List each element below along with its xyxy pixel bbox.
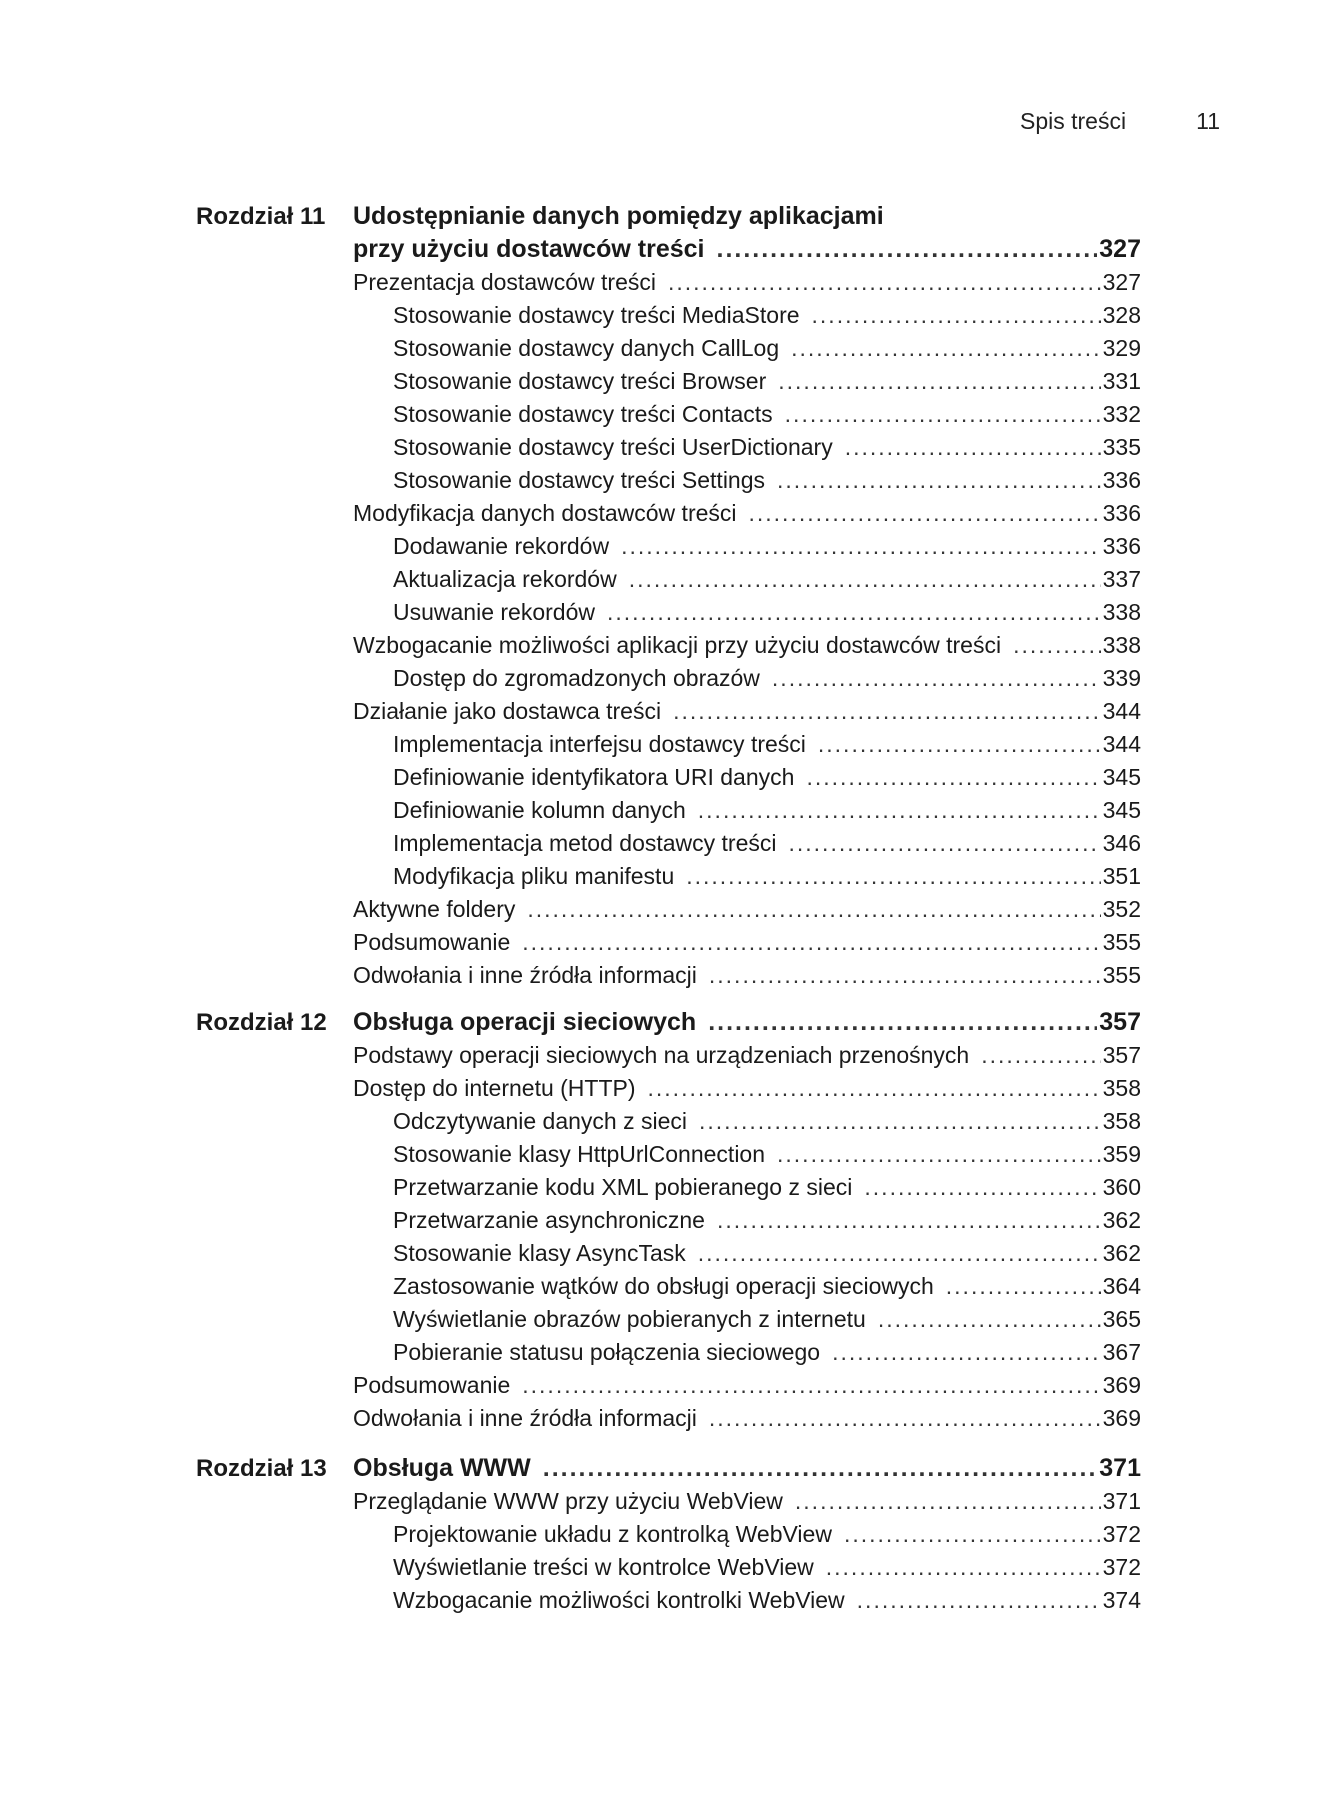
dot-leader xyxy=(789,827,1101,860)
dot-leader xyxy=(777,1138,1101,1171)
toc-entry-page-number: 372 xyxy=(1102,1554,1141,1580)
toc-entry[interactable] xyxy=(353,497,1141,530)
toc-entry-title: Aktywne foldery xyxy=(353,896,516,922)
running-header xyxy=(1020,108,1220,138)
dot-leader xyxy=(1013,629,1101,662)
toc-entry-title: Projektowanie układu z kontrolką WebView xyxy=(393,1521,832,1547)
dot-leader xyxy=(717,1204,1101,1237)
toc-entry-title: Przetwarzanie kodu XML pobieranego z sieci xyxy=(393,1174,853,1200)
chapter-title-line[interactable] xyxy=(353,233,1141,266)
dot-leader xyxy=(607,596,1101,629)
toc-entry[interactable] xyxy=(353,1039,1141,1072)
dot-leader xyxy=(648,1072,1101,1105)
chapter-title-text: Obsługa WWW xyxy=(353,1454,531,1482)
toc-entry[interactable] xyxy=(353,728,1141,761)
dot-leader xyxy=(717,233,1098,266)
toc-entry[interactable] xyxy=(353,629,1141,662)
toc-entry[interactable] xyxy=(353,1584,1141,1617)
toc-entry-page-number: 338 xyxy=(1102,632,1141,658)
toc-entry-title: Wzbogacanie możliwości aplikacji przy użyciu dostawców treści xyxy=(353,632,1002,658)
toc-entry-title: Aktualizacja rekordów xyxy=(393,566,617,592)
toc-entry-title: Implementacja interfejsu dostawcy treści xyxy=(393,731,806,757)
toc-entry[interactable] xyxy=(353,761,1141,794)
toc-entry[interactable] xyxy=(353,794,1141,827)
header-title: Spis treści xyxy=(1020,108,1127,134)
toc-entry-page-number: 360 xyxy=(1102,1174,1141,1200)
dot-leader xyxy=(857,1584,1101,1617)
toc-entry-title: Odczytywanie danych z sieci xyxy=(393,1108,688,1134)
toc-entry-title: Zastosowanie wątków do obsługi operacji sieciowych xyxy=(393,1273,934,1299)
toc-entry-page-number: 362 xyxy=(1102,1240,1141,1266)
toc-entry-title: Implementacja metod dostawcy treści xyxy=(393,830,777,856)
toc-entry[interactable] xyxy=(353,530,1141,563)
toc-entry-page-number: 358 xyxy=(1102,1108,1141,1134)
toc-entry-title: Podstawy operacji sieciowych na urządzeniach przenośnych xyxy=(353,1042,970,1068)
toc-entry-page-number: 367 xyxy=(1102,1339,1141,1365)
toc-entry-title: Stosowanie dostawcy danych CallLog xyxy=(393,335,780,361)
toc-entry[interactable] xyxy=(353,563,1141,596)
chapter-title-line: Udostępnianie danych pomiędzy aplikacjami xyxy=(353,202,884,230)
toc-entry-title: Przeglądanie WWW przy użyciu WebView xyxy=(353,1488,783,1514)
toc-entry-page-number: 336 xyxy=(1102,467,1141,493)
dot-leader xyxy=(522,1369,1100,1402)
dot-leader xyxy=(864,1171,1100,1204)
toc-entry[interactable] xyxy=(353,893,1141,926)
dot-leader xyxy=(772,662,1101,695)
toc-entry-title: Stosowanie dostawcy treści Browser xyxy=(393,368,767,394)
toc-entry[interactable] xyxy=(353,398,1141,431)
dot-leader xyxy=(686,860,1100,893)
toc-entry-page-number: 369 xyxy=(1102,1405,1141,1431)
toc-entry[interactable] xyxy=(353,860,1141,893)
toc-entry[interactable] xyxy=(353,959,1141,992)
dot-leader xyxy=(777,464,1101,497)
dot-leader xyxy=(749,497,1101,530)
toc-entry[interactable] xyxy=(353,299,1141,332)
dot-leader xyxy=(795,1485,1101,1518)
toc-entry[interactable] xyxy=(353,926,1141,959)
dot-leader xyxy=(818,728,1101,761)
toc-entry[interactable] xyxy=(353,1518,1141,1551)
toc-entry[interactable] xyxy=(353,662,1141,695)
toc-entry[interactable] xyxy=(353,1204,1141,1237)
toc-entry-title: Odwołania i inne źródła informacji xyxy=(353,962,697,988)
toc-entry[interactable] xyxy=(353,365,1141,398)
toc-entry-page-number: 364 xyxy=(1102,1273,1141,1299)
toc-entry-title: Wyświetlanie obrazów pobieranych z internetu xyxy=(393,1306,866,1332)
dot-leader xyxy=(673,695,1101,728)
chapter-title xyxy=(353,1452,1141,1617)
toc-entry[interactable] xyxy=(353,596,1141,629)
toc-entry-title: Stosowanie klasy HttpUrlConnection xyxy=(393,1141,766,1167)
toc-entry-title: Definiowanie kolumn danych xyxy=(393,797,686,823)
toc-entry-title: Podsumowanie xyxy=(353,929,511,955)
toc-entry[interactable] xyxy=(353,431,1141,464)
toc-entry-title: Stosowanie dostawcy treści UserDictionary xyxy=(393,434,833,460)
toc-entry-page-number: 344 xyxy=(1102,731,1141,757)
dot-leader xyxy=(522,926,1100,959)
dot-leader xyxy=(791,332,1101,365)
chapter-label: Rozdział 11 xyxy=(196,203,326,230)
dot-leader xyxy=(629,563,1101,596)
toc-entry-page-number: 358 xyxy=(1102,1075,1141,1101)
chapter-title-line[interactable] xyxy=(353,1452,1141,1485)
toc-entry-title: Wyświetlanie treści w kontrolce WebView xyxy=(393,1554,814,1580)
toc-entry[interactable] xyxy=(353,1336,1141,1369)
dot-leader xyxy=(981,1039,1100,1072)
toc-entry-page-number: 362 xyxy=(1102,1207,1141,1233)
toc-entry-title: Dostęp do zgromadzonych obrazów xyxy=(393,665,760,691)
toc-entry-page-number: 352 xyxy=(1102,896,1141,922)
toc-entry[interactable] xyxy=(353,1270,1141,1303)
chapter-title-text: przy użyciu dostawców treści xyxy=(353,235,705,263)
toc-entry[interactable] xyxy=(353,332,1141,365)
toc-entry[interactable] xyxy=(353,1105,1141,1138)
dot-leader xyxy=(708,1006,1097,1039)
toc-entry-page-number: 355 xyxy=(1102,929,1141,955)
toc-entry[interactable] xyxy=(353,1369,1141,1402)
dot-leader xyxy=(845,431,1101,464)
toc-entry-title: Dodawanie rekordów xyxy=(393,533,610,559)
toc-entry-title: Stosowanie dostawcy treści Contacts xyxy=(393,401,773,427)
chapter-title-line[interactable] xyxy=(353,1006,1141,1039)
dot-leader xyxy=(878,1303,1101,1336)
dot-leader xyxy=(527,893,1100,926)
toc-entry-title: Pobieranie statusu połączenia sieciowego xyxy=(393,1339,821,1365)
dot-leader xyxy=(844,1518,1101,1551)
chapter-label: Rozdział 12 xyxy=(196,1009,327,1036)
toc-entry-page-number: 374 xyxy=(1102,1587,1141,1613)
dot-leader xyxy=(621,530,1101,563)
toc-entry-page-number: 332 xyxy=(1102,401,1141,427)
toc-entry-page-number: 329 xyxy=(1102,335,1141,361)
toc-entry-title: Stosowanie dostawcy treści Settings xyxy=(393,467,766,493)
toc-entry-page-number: 357 xyxy=(1102,1042,1141,1068)
toc-entry[interactable] xyxy=(353,464,1141,497)
toc-entry[interactable] xyxy=(353,1485,1141,1518)
toc-entry-page-number: 328 xyxy=(1102,302,1141,328)
chapter-page-number: 371 xyxy=(1099,1454,1141,1482)
toc-entry-title: Wzbogacanie możliwości kontrolki WebView xyxy=(393,1587,845,1613)
chapter-page-number: 357 xyxy=(1099,1008,1141,1036)
dot-leader xyxy=(826,1551,1101,1584)
dot-leader xyxy=(698,1237,1101,1270)
toc-entry-title: Modyfikacja pliku manifestu xyxy=(393,863,675,889)
toc-entry-page-number: 327 xyxy=(1102,269,1141,295)
dot-leader xyxy=(699,1105,1101,1138)
toc-entry-page-number: 351 xyxy=(1102,863,1141,889)
toc-entry-title: Przetwarzanie asynchroniczne xyxy=(393,1207,705,1233)
toc-entry-page-number: 365 xyxy=(1102,1306,1141,1332)
toc-entry[interactable] xyxy=(353,695,1141,728)
chapter-page-number: 327 xyxy=(1099,235,1141,263)
toc-entry-title: Stosowanie klasy AsyncTask xyxy=(393,1240,686,1266)
toc-entry-page-number: 369 xyxy=(1102,1372,1141,1398)
dot-leader xyxy=(806,761,1100,794)
dot-leader xyxy=(709,959,1101,992)
toc-entry-page-number: 372 xyxy=(1102,1521,1141,1547)
dot-leader xyxy=(778,365,1100,398)
toc-entry-page-number: 335 xyxy=(1102,434,1141,460)
toc-entry-page-number: 337 xyxy=(1102,566,1141,592)
header-page-number: 11 xyxy=(1196,108,1220,134)
toc-entry-page-number: 338 xyxy=(1102,599,1141,625)
toc-entry-title: Odwołania i inne źródła informacji xyxy=(353,1405,697,1431)
toc-entry[interactable] xyxy=(353,266,1141,299)
dot-leader xyxy=(543,1452,1098,1485)
dot-leader xyxy=(946,1270,1101,1303)
chapter-label: Rozdział 13 xyxy=(196,1455,327,1482)
toc-entry[interactable] xyxy=(353,1551,1141,1584)
toc-entry-title: Prezentacja dostawców treści xyxy=(353,269,656,295)
toc-entry[interactable] xyxy=(353,827,1141,860)
toc-entry-page-number: 331 xyxy=(1102,368,1141,394)
toc-entry[interactable] xyxy=(353,1138,1141,1171)
toc-entry-page-number: 345 xyxy=(1102,764,1141,790)
toc-entry[interactable] xyxy=(353,1171,1141,1204)
toc-entry-page-number: 355 xyxy=(1102,962,1141,988)
toc-entry-title: Modyfikacja danych dostawców treści xyxy=(353,500,737,526)
dot-leader xyxy=(709,1402,1101,1435)
toc-entry-page-number: 336 xyxy=(1102,500,1141,526)
toc-entry-page-number: 344 xyxy=(1102,698,1141,724)
toc-entry-title: Dostęp do internetu (HTTP) xyxy=(353,1075,636,1101)
toc-entry-title: Podsumowanie xyxy=(353,1372,511,1398)
toc-entry-page-number: 359 xyxy=(1102,1141,1141,1167)
toc-entry-title: Definiowanie identyfikatora URI danych xyxy=(393,764,795,790)
toc-entry-page-number: 371 xyxy=(1102,1488,1141,1514)
toc-entry[interactable] xyxy=(353,1303,1141,1336)
toc-entry[interactable] xyxy=(353,1237,1141,1270)
toc-entry-title: Stosowanie dostawcy treści MediaStore xyxy=(393,302,800,328)
dot-leader xyxy=(832,1336,1101,1369)
toc-entry-page-number: 345 xyxy=(1102,797,1141,823)
toc-entry-page-number: 339 xyxy=(1102,665,1141,691)
dot-leader xyxy=(812,299,1101,332)
dot-leader xyxy=(785,398,1101,431)
dot-leader xyxy=(698,794,1101,827)
dot-leader xyxy=(668,266,1101,299)
toc-entry[interactable] xyxy=(353,1072,1141,1105)
chapter-title xyxy=(353,200,1141,992)
toc-entry-title: Usuwanie rekordów xyxy=(393,599,595,625)
toc-entry-page-number: 336 xyxy=(1102,533,1141,559)
toc-entry[interactable] xyxy=(353,1402,1141,1435)
chapter-title xyxy=(353,1006,1141,1435)
toc-entry-title: Działanie jako dostawca treści xyxy=(353,698,662,724)
chapter-title-text: Obsługa operacji sieciowych xyxy=(353,1008,697,1036)
toc-entry-page-number: 346 xyxy=(1102,830,1141,856)
